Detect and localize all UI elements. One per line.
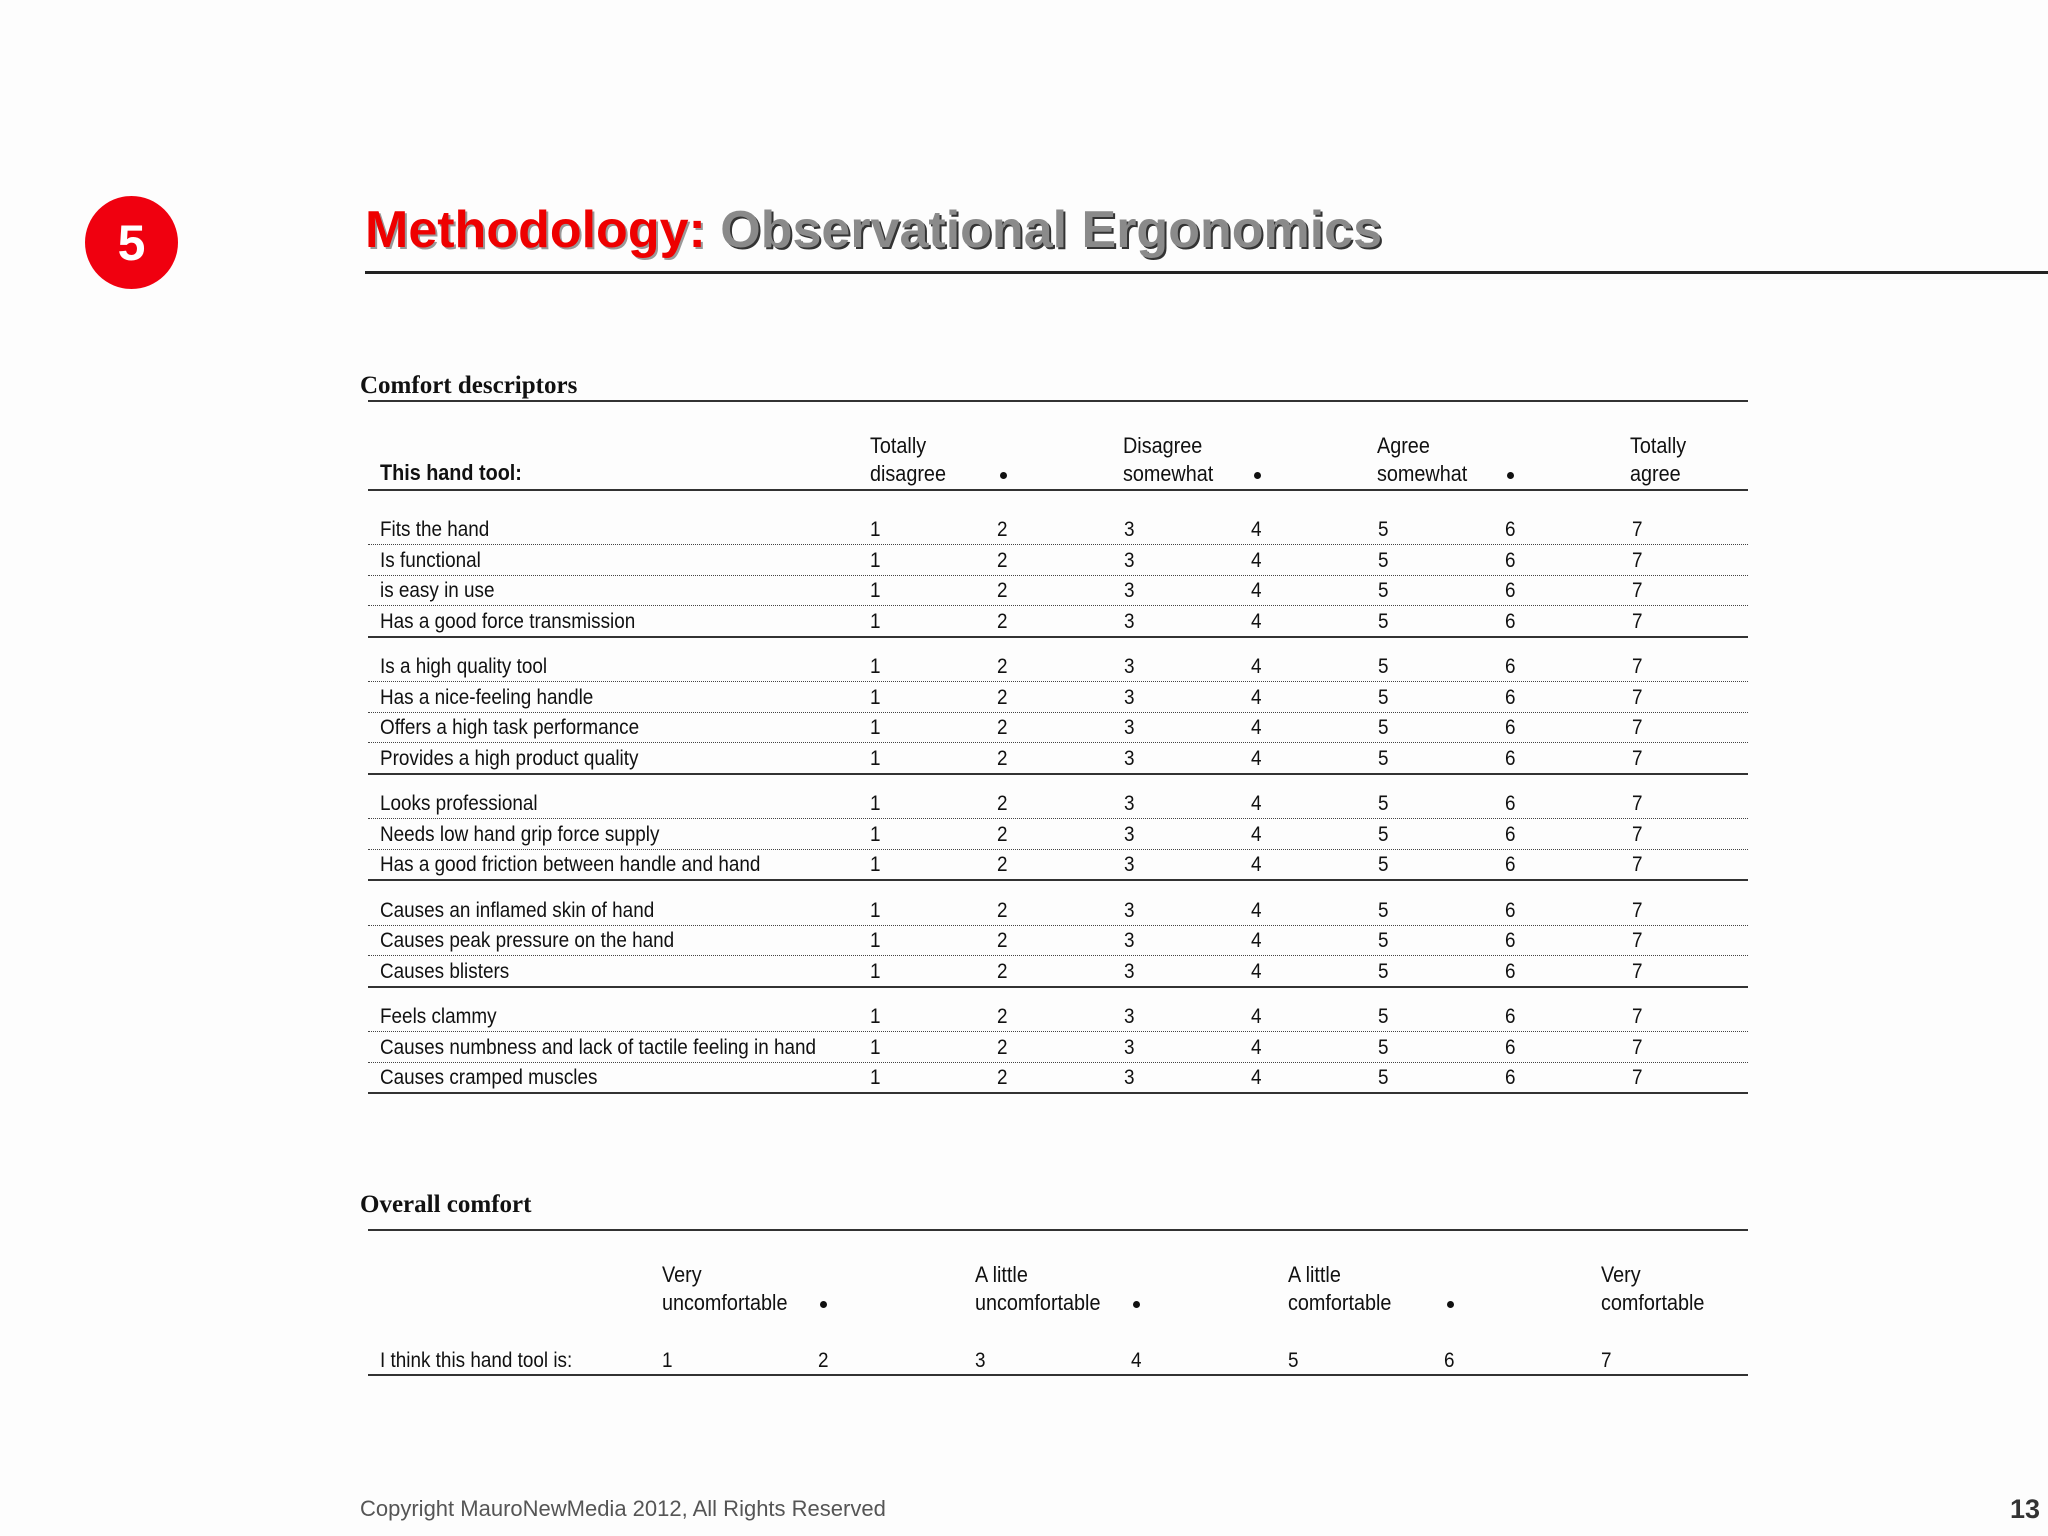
scale-value: 3: [1124, 579, 1135, 602]
scale-value: 1: [870, 853, 881, 876]
scale-value: 4: [1251, 609, 1262, 633]
descriptor-label: Causes numbness and lack of tactile feeling in hand: [380, 1035, 817, 1059]
scale-value: 4: [1251, 518, 1262, 541]
scale-value: 1: [870, 609, 881, 633]
slide-title-rest: Observational Ergonomics: [705, 201, 1383, 259]
scale-value: 3: [1124, 853, 1135, 876]
scale-value: 4: [1251, 1005, 1262, 1028]
slide-title: [365, 200, 1382, 260]
scale-dot: [1133, 1301, 1140, 1308]
scale-value: 5: [1378, 579, 1389, 602]
row-divider: [368, 681, 1748, 682]
page-number: 13: [2009, 1494, 2040, 1524]
overall-scale-value: 4: [1131, 1349, 1142, 1372]
group-rule: [368, 879, 1748, 881]
scale-value: 2: [997, 746, 1008, 770]
scale-value: 1: [870, 1066, 881, 1089]
scale-value: 4: [1251, 853, 1262, 876]
scale-value: 2: [997, 822, 1008, 846]
row-divider: [368, 1062, 1748, 1063]
scale-value: 7: [1632, 685, 1643, 709]
descriptor-label: Causes blisters: [380, 959, 510, 983]
scale-value: 5: [1378, 655, 1389, 678]
scale-value: 2: [997, 1005, 1008, 1028]
scale-value: 3: [1124, 1066, 1135, 1089]
scale-value: 7: [1632, 1035, 1643, 1059]
descriptor-label: Causes an inflamed skin of hand: [380, 898, 655, 922]
row-header-label: This hand tool:: [380, 460, 522, 485]
scale-value: 1: [870, 746, 881, 770]
scale-value: 7: [1632, 959, 1643, 983]
scale-value: 7: [1632, 898, 1643, 922]
scale-value: 5: [1378, 1005, 1389, 1028]
scale-value: 3: [1124, 609, 1135, 633]
scale-value: 4: [1251, 655, 1262, 678]
scale-value: 3: [1124, 929, 1135, 952]
descriptor-label: Has a good friction between handle and hand: [380, 853, 761, 876]
scale-value: 5: [1378, 898, 1389, 922]
scale-value: 6: [1505, 1005, 1516, 1028]
scale-value: 7: [1632, 792, 1643, 815]
scale-anchor-label: Totally disagree: [870, 433, 946, 486]
scale-value: 7: [1632, 822, 1643, 846]
scale-value: 4: [1251, 746, 1262, 770]
overall-scale-label: A little comfortable: [1288, 1262, 1392, 1315]
scale-value: 5: [1378, 746, 1389, 770]
descriptor-label: Has a good force transmission: [380, 609, 636, 633]
overall-top-rule: [368, 1229, 1748, 1231]
scale-value: 4: [1251, 929, 1262, 952]
scale-value: 1: [870, 898, 881, 922]
descriptor-label: is easy in use: [380, 579, 495, 602]
scale-value: 6: [1505, 959, 1516, 983]
scale-value: 5: [1378, 959, 1389, 983]
scale-value: 1: [870, 1005, 881, 1028]
scale-value: 1: [870, 792, 881, 815]
scale-value: 7: [1632, 746, 1643, 770]
comfort-heading: Comfort descriptors: [360, 372, 578, 399]
scale-value: 5: [1378, 685, 1389, 709]
scale-value: 1: [870, 959, 881, 983]
scale-value: 2: [997, 959, 1008, 983]
scale-value: 2: [997, 1035, 1008, 1059]
scale-value: 6: [1505, 929, 1516, 952]
scale-value: 2: [997, 853, 1008, 876]
scale-dot: [820, 1301, 827, 1308]
scale-value: 3: [1124, 1035, 1135, 1059]
overall-scale-label: Very uncomfortable: [662, 1262, 788, 1315]
header-rule: [368, 489, 1748, 491]
scale-value: 2: [997, 792, 1008, 815]
scale-value: 3: [1124, 822, 1135, 846]
overall-scale-value: 3: [975, 1349, 986, 1372]
scale-value: 5: [1378, 548, 1389, 572]
row-divider: [368, 925, 1748, 926]
scale-value: 3: [1124, 716, 1135, 739]
scale-value: 7: [1632, 853, 1643, 876]
scale-value: 3: [1124, 792, 1135, 815]
scale-anchor-label: Disagree somewhat: [1123, 433, 1214, 486]
scale-dot: [1447, 1301, 1454, 1308]
scale-value: 4: [1251, 1035, 1262, 1059]
scale-value: 7: [1632, 518, 1643, 541]
scale-value: 5: [1378, 822, 1389, 846]
row-divider: [368, 712, 1748, 713]
scale-value: 7: [1632, 716, 1643, 739]
descriptor-label: Has a nice-feeling handle: [380, 685, 594, 709]
row-divider: [368, 742, 1748, 743]
scale-value: 6: [1505, 609, 1516, 633]
scale-value: 2: [997, 655, 1008, 678]
row-divider: [368, 544, 1748, 545]
scale-value: 6: [1505, 685, 1516, 709]
scale-value: 3: [1124, 685, 1135, 709]
scale-value: 4: [1251, 685, 1262, 709]
scale-value: 4: [1251, 959, 1262, 983]
group-rule: [368, 636, 1748, 638]
scale-value: 7: [1632, 1005, 1643, 1028]
scale-value: 5: [1378, 1035, 1389, 1059]
scale-value: 3: [1124, 518, 1135, 541]
copyright-notice: Copyright MauroNewMedia 2012, All Rights Reserved: [360, 1496, 886, 1521]
descriptor-label: Causes cramped muscles: [380, 1066, 598, 1089]
overall-heading: Overall comfort: [360, 1191, 532, 1218]
overall-scale-value: 7: [1601, 1349, 1612, 1372]
scale-value: 3: [1124, 898, 1135, 922]
slide-number-badge: 5: [85, 196, 178, 289]
scale-value: 6: [1505, 853, 1516, 876]
descriptor-label: Causes peak pressure on the hand: [380, 929, 675, 952]
scale-anchor-label: Totally agree: [1630, 433, 1687, 486]
scale-value: 6: [1505, 898, 1516, 922]
scale-value: 3: [1124, 1005, 1135, 1028]
scale-value: 2: [997, 1066, 1008, 1089]
scale-value: 7: [1632, 579, 1643, 602]
scale-value: 6: [1505, 579, 1516, 602]
descriptor-label: Offers a high task performance: [380, 716, 640, 739]
overall-scale-value: 5: [1288, 1349, 1299, 1372]
scale-value: 4: [1251, 898, 1262, 922]
scale-value: 3: [1124, 746, 1135, 770]
slide-title-lead: Methodology:: [365, 201, 706, 259]
scale-value: 6: [1505, 822, 1516, 846]
row-divider: [368, 1031, 1748, 1032]
scale-value: 5: [1378, 1066, 1389, 1089]
scale-value: 6: [1505, 548, 1516, 572]
scale-value: 7: [1632, 655, 1643, 678]
row-divider: [368, 605, 1748, 606]
scale-value: 6: [1505, 1035, 1516, 1059]
descriptor-label: Is functional: [380, 548, 481, 572]
scale-value: 4: [1251, 1066, 1262, 1089]
scale-value: 5: [1378, 792, 1389, 815]
scale-value: 4: [1251, 792, 1262, 815]
row-divider: [368, 575, 1748, 576]
row-divider: [368, 849, 1748, 850]
scale-value: 3: [1124, 959, 1135, 983]
scale-value: 6: [1505, 518, 1516, 541]
scale-value: 5: [1378, 716, 1389, 739]
scale-value: 4: [1251, 822, 1262, 846]
overall-row-label: I think this hand tool is:: [380, 1349, 573, 1372]
scale-value: 1: [870, 655, 881, 678]
scale-value: 1: [870, 929, 881, 952]
scale-value: 5: [1378, 518, 1389, 541]
scale-value: 2: [997, 929, 1008, 952]
overall-scale-value: 1: [662, 1349, 673, 1372]
scale-value: 1: [870, 822, 881, 846]
comfort-top-rule: [368, 400, 1748, 402]
scale-value: 2: [997, 716, 1008, 739]
scale-value: 1: [870, 1035, 881, 1059]
scale-value: 1: [870, 579, 881, 602]
scale-value: 6: [1505, 746, 1516, 770]
scale-value: 1: [870, 685, 881, 709]
scale-value: 6: [1505, 792, 1516, 815]
scale-value: 1: [870, 518, 881, 541]
scale-value: 3: [1124, 655, 1135, 678]
scale-value: 2: [997, 609, 1008, 633]
scale-value: 7: [1632, 609, 1643, 633]
overall-scale-value: 2: [818, 1349, 829, 1372]
scale-value: 6: [1505, 1066, 1516, 1089]
group-rule: [368, 773, 1748, 775]
descriptor-label: Provides a high product quality: [380, 746, 639, 770]
title-rule: [365, 271, 2048, 274]
scale-value: 5: [1378, 929, 1389, 952]
scale-value: 7: [1632, 548, 1643, 572]
scale-dot: [1254, 472, 1261, 479]
descriptor-label: Fits the hand: [380, 518, 490, 541]
overall-bottom-rule: [368, 1374, 1748, 1376]
scale-value: 2: [997, 579, 1008, 602]
scale-value: 4: [1251, 548, 1262, 572]
descriptor-label: Needs low hand grip force supply: [380, 822, 660, 846]
overall-scale-label: A little uncomfortable: [975, 1262, 1101, 1315]
row-divider: [368, 955, 1748, 956]
scale-value: 1: [870, 548, 881, 572]
overall-scale-label: Very comfortable: [1601, 1262, 1705, 1315]
scale-value: 6: [1505, 655, 1516, 678]
scale-value: 2: [997, 518, 1008, 541]
scale-value: 4: [1251, 716, 1262, 739]
scale-value: 5: [1378, 609, 1389, 633]
scale-dot: [1000, 472, 1007, 479]
group-rule: [368, 1092, 1748, 1094]
overall-scale-value: 6: [1444, 1349, 1455, 1372]
descriptor-label: Is a high quality tool: [380, 655, 548, 678]
scale-value: 3: [1124, 548, 1135, 572]
scale-value: 4: [1251, 579, 1262, 602]
scale-value: 6: [1505, 716, 1516, 739]
scale-value: 2: [997, 898, 1008, 922]
scale-value: 7: [1632, 929, 1643, 952]
row-divider: [368, 818, 1748, 819]
descriptor-label: Feels clammy: [380, 1005, 497, 1028]
scale-value: 5: [1378, 853, 1389, 876]
scale-value: 2: [997, 548, 1008, 572]
scale-value: 1: [870, 716, 881, 739]
scale-value: 7: [1632, 1066, 1643, 1089]
group-rule: [368, 986, 1748, 988]
scale-value: 2: [997, 685, 1008, 709]
descriptor-label: Looks professional: [380, 792, 538, 815]
scale-dot: [1507, 472, 1514, 479]
scale-anchor-label: Agree somewhat: [1377, 433, 1468, 486]
